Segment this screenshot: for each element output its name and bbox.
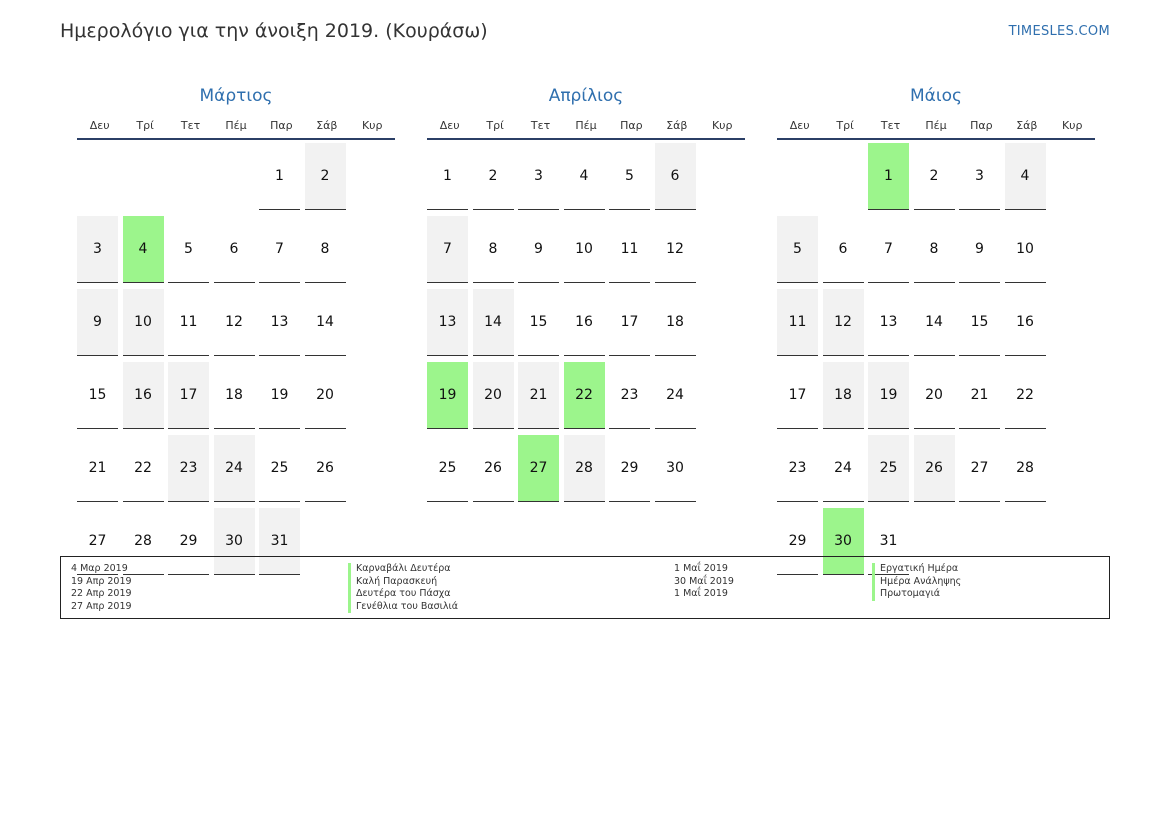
day-cell[interactable]: 14 [914, 289, 955, 356]
weekday-label: Δευ [89, 119, 110, 132]
legend-date: 4 Μαρ 2019 [71, 563, 128, 574]
day-cell[interactable]: 19 [868, 362, 909, 429]
day-cell[interactable]: 12 [655, 216, 696, 283]
day-cell[interactable]: 15 [77, 362, 118, 429]
empty-cell [823, 143, 864, 210]
day-cell[interactable]: 17 [777, 362, 818, 429]
month-april [427, 84, 745, 508]
day-cell[interactable]: 3 [77, 216, 118, 283]
day-cell[interactable]: 11 [168, 289, 209, 356]
day-cell[interactable]: 7 [868, 216, 909, 283]
weekday-label: Παρ [620, 119, 643, 132]
legend-holiday-name: Ημέρα Ανάληψης [872, 576, 961, 589]
month-name: Μάιος [909, 86, 962, 106]
day-cell[interactable]: 14 [473, 289, 514, 356]
legend-date: 1 Μαΐ 2019 [674, 588, 728, 599]
holiday-day-cell[interactable]: 4 [123, 216, 164, 283]
day-cell[interactable]: 23 [168, 435, 209, 502]
legend-holiday-name: Καλή Παρασκευή [348, 576, 458, 589]
day-cell[interactable]: 21 [518, 362, 559, 429]
day-cell[interactable]: 10 [564, 216, 605, 283]
day-cell[interactable]: 26 [473, 435, 514, 502]
day-cell[interactable]: 2 [473, 143, 514, 210]
day-cell[interactable]: 17 [168, 362, 209, 429]
month-march [77, 84, 395, 581]
day-cell[interactable]: 22 [123, 435, 164, 502]
day-cell[interactable]: 4 [1005, 143, 1046, 210]
day-cell[interactable]: 20 [473, 362, 514, 429]
weekday-label: Κυρ [1061, 119, 1083, 132]
legend-names-2 [872, 563, 961, 601]
holiday-day-cell[interactable]: 1 [868, 143, 909, 210]
weekday-label: Τρί [836, 119, 854, 132]
empty-cell [777, 143, 818, 210]
day-cell[interactable]: 2 [305, 143, 346, 210]
day-cell[interactable]: 18 [655, 289, 696, 356]
day-cell[interactable]: 28 [1005, 435, 1046, 502]
day-cell[interactable]: 5 [777, 216, 818, 283]
day-cell[interactable]: 4 [564, 143, 605, 210]
day-cell[interactable]: 13 [259, 289, 300, 356]
day-cell[interactable]: 9 [518, 216, 559, 283]
empty-cell [123, 143, 164, 210]
weekday-label: Τρί [486, 119, 504, 132]
day-cell[interactable]: 11 [777, 289, 818, 356]
weekday-label: Πέμ [925, 119, 947, 132]
weekday-label: Τρί [136, 119, 154, 132]
day-cell[interactable]: 15 [959, 289, 1000, 356]
day-grid [427, 143, 745, 508]
day-cell[interactable]: 22 [1005, 362, 1046, 429]
day-cell[interactable]: 3 [959, 143, 1000, 210]
day-cell[interactable]: 16 [564, 289, 605, 356]
day-cell[interactable]: 25 [427, 435, 468, 502]
day-cell[interactable]: 28 [564, 435, 605, 502]
day-cell[interactable]: 9 [77, 289, 118, 356]
weekday-label: Σάβ [666, 119, 688, 132]
day-cell[interactable]: 24 [823, 435, 864, 502]
day-cell[interactable]: 1 [427, 143, 468, 210]
day-cell[interactable]: 6 [823, 216, 864, 283]
legend-date: 27 Απρ 2019 [71, 600, 132, 612]
day-cell[interactable]: 23 [777, 435, 818, 502]
day-cell[interactable]: 5 [609, 143, 650, 210]
day-cell[interactable]: 8 [914, 216, 955, 283]
legend-dates-2 [674, 563, 734, 601]
legend-holiday-name: Δευτέρα του Πάσχα [348, 588, 458, 601]
weekday-label: Παρ [270, 119, 293, 132]
day-cell[interactable]: 18 [214, 362, 255, 429]
weekday-label: Κυρ [361, 119, 383, 132]
legend-dates-1 [71, 563, 132, 613]
weekday-label: Τετ [180, 119, 201, 132]
day-cell[interactable]: 29 [609, 435, 650, 502]
day-cell[interactable]: 19 [259, 362, 300, 429]
holiday-legend [60, 556, 1110, 619]
day-cell[interactable]: 29 [168, 508, 209, 575]
day-cell[interactable]: 25 [259, 435, 300, 502]
day-cell[interactable]: 31 [868, 508, 909, 575]
month-may [777, 84, 1095, 581]
day-cell[interactable]: 28 [123, 508, 164, 575]
weekday-label: Παρ [970, 119, 993, 132]
day-cell[interactable]: 7 [259, 216, 300, 283]
weekday-label: Τετ [880, 119, 901, 132]
day-cell[interactable]: 10 [1005, 216, 1046, 283]
holiday-day-cell[interactable]: 19 [427, 362, 468, 429]
day-cell[interactable]: 20 [914, 362, 955, 429]
day-cell[interactable]: 27 [77, 508, 118, 575]
page-title: Ημερολόγιο για την άνοιξη 2019. (Κουράσω) [60, 20, 488, 42]
weekday-label: Κυρ [711, 119, 733, 132]
legend-date: 19 Απρ 2019 [71, 575, 132, 587]
day-cell[interactable]: 8 [305, 216, 346, 283]
weekday-label: Σάβ [316, 119, 338, 132]
day-cell[interactable]: 7 [427, 216, 468, 283]
weekday-label: Σάβ [1016, 119, 1038, 132]
brand-link[interactable]: TIMESLES.COM [1008, 24, 1110, 39]
weekday-label: Δευ [439, 119, 460, 132]
legend-date: 30 Μαΐ 2019 [674, 575, 734, 587]
day-cell[interactable]: 21 [959, 362, 1000, 429]
day-cell[interactable]: 14 [305, 289, 346, 356]
day-cell[interactable]: 12 [823, 289, 864, 356]
day-grid [777, 143, 1095, 581]
day-cell[interactable]: 30 [214, 508, 255, 575]
day-cell[interactable]: 24 [214, 435, 255, 502]
day-cell[interactable]: 9 [959, 216, 1000, 283]
weekday-header [777, 114, 1095, 140]
holiday-day-cell[interactable]: 27 [518, 435, 559, 502]
day-cell[interactable]: 26 [914, 435, 955, 502]
day-cell[interactable]: 26 [305, 435, 346, 502]
day-cell[interactable]: 16 [1005, 289, 1046, 356]
legend-holiday-name: Εργατική Ημέρα [872, 563, 961, 576]
day-cell[interactable]: 3 [518, 143, 559, 210]
day-cell[interactable]: 23 [609, 362, 650, 429]
day-cell[interactable]: 5 [168, 216, 209, 283]
day-cell[interactable]: 17 [609, 289, 650, 356]
legend-holiday-name: Καρναβάλι Δευτέρα [348, 563, 458, 576]
day-cell[interactable]: 15 [518, 289, 559, 356]
legend-date: 1 Μαΐ 2019 [674, 563, 728, 574]
legend-names-1 [348, 563, 458, 613]
weekday-header [77, 114, 395, 140]
day-cell[interactable]: 16 [123, 362, 164, 429]
day-cell[interactable]: 2 [914, 143, 955, 210]
day-cell[interactable]: 12 [214, 289, 255, 356]
day-grid [77, 143, 395, 581]
day-cell[interactable]: 8 [473, 216, 514, 283]
day-cell[interactable]: 10 [123, 289, 164, 356]
day-cell[interactable]: 1 [259, 143, 300, 210]
day-cell[interactable]: 6 [214, 216, 255, 283]
weekday-label: Πέμ [225, 119, 247, 132]
day-cell[interactable]: 24 [655, 362, 696, 429]
day-cell[interactable]: 18 [823, 362, 864, 429]
weekday-label: Δευ [789, 119, 810, 132]
weekday-header [427, 114, 745, 140]
empty-cell [214, 143, 255, 210]
weekday-label: Τετ [530, 119, 551, 132]
holiday-day-cell[interactable]: 22 [564, 362, 605, 429]
day-cell[interactable]: 29 [777, 508, 818, 575]
day-cell[interactable]: 6 [655, 143, 696, 210]
day-cell[interactable]: 11 [609, 216, 650, 283]
day-cell[interactable]: 21 [77, 435, 118, 502]
month-name: Μάρτιος [199, 86, 273, 106]
legend-holiday-name: Πρωτομαγιά [872, 588, 961, 601]
day-cell[interactable]: 13 [868, 289, 909, 356]
day-cell[interactable]: 31 [259, 508, 300, 575]
weekday-label: Πέμ [575, 119, 597, 132]
holiday-day-cell[interactable]: 30 [823, 508, 864, 575]
month-name: Απρίλιος [548, 86, 624, 106]
legend-holiday-name: Γενέθλια του Βασιλιά [348, 601, 458, 614]
day-cell[interactable]: 25 [868, 435, 909, 502]
day-cell[interactable]: 30 [655, 435, 696, 502]
day-cell[interactable]: 20 [305, 362, 346, 429]
empty-cell [168, 143, 209, 210]
day-cell[interactable]: 13 [427, 289, 468, 356]
day-cell[interactable]: 27 [959, 435, 1000, 502]
legend-date: 22 Απρ 2019 [71, 588, 132, 599]
empty-cell [77, 143, 118, 210]
